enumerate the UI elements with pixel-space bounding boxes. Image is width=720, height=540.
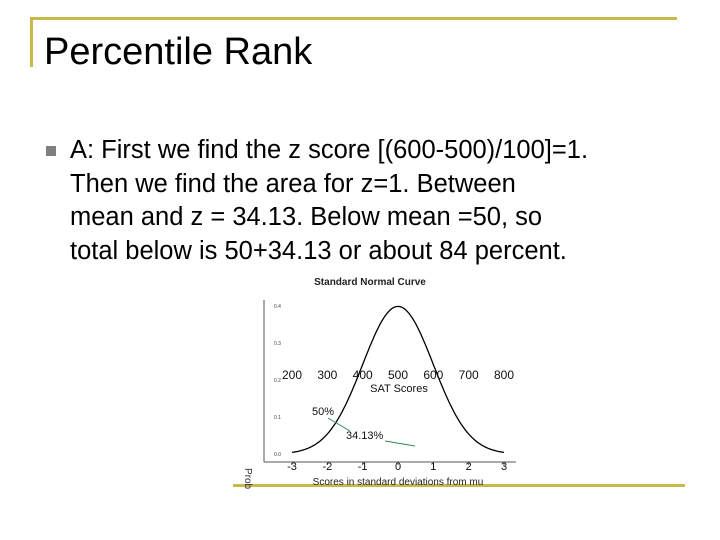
- x-tick-label: -2: [322, 461, 333, 473]
- x-tick-label: -3: [287, 461, 297, 473]
- sat-tick-label: 600: [423, 368, 444, 382]
- sat-tick-label: 300: [317, 368, 338, 382]
- x-tick-label: 3: [500, 461, 508, 473]
- y-tick-label: 0.0: [274, 452, 281, 458]
- standard-normal-chart: [232, 268, 532, 490]
- sat-tick-label: 500: [387, 368, 409, 382]
- annotation-34-13: 34.13%: [346, 430, 384, 442]
- frame-top-line: [30, 17, 677, 20]
- x-tick-label: 1: [430, 461, 437, 473]
- x-tick-label: 0: [394, 461, 402, 473]
- slide-title: Percentile Rank: [44, 31, 313, 73]
- y-tick-label: 0.1: [274, 415, 281, 421]
- y-tick-label: 0.2: [274, 378, 281, 384]
- sat-tick-label: 200: [281, 368, 303, 382]
- y-tick-label: 0.3: [274, 341, 281, 347]
- frame-left-line: [30, 17, 33, 67]
- annotation-arrow: [385, 441, 415, 446]
- sat-tick-label: 700: [458, 368, 479, 382]
- bullet-line: mean and z = 34.13. Below mean =50, so: [70, 203, 543, 231]
- x-tick-label: 2: [465, 461, 472, 473]
- bullet-line: total below is 50+34.13 or about 84 percent.: [70, 236, 567, 265]
- bullet-text: [70, 134, 700, 268]
- bullet-marker: [46, 146, 56, 156]
- sat-tick-label: 800: [493, 368, 515, 382]
- chart-title: Standard Normal Curve: [314, 277, 426, 288]
- bullet-line: A: First we find the z score [(600-500)/100]=1.: [70, 136, 589, 164]
- x-axis-label: Scores in standard deviations from mu: [312, 477, 484, 488]
- sat-axis-label: SAT Scores: [370, 383, 428, 395]
- x-tick-label: -1: [357, 461, 368, 473]
- annotation-50: 50%: [312, 406, 335, 418]
- bullet-line: Then we find the area for z=1. Between: [70, 169, 516, 198]
- y-axis-label: Prob: [242, 468, 253, 490]
- sat-tick-label: 400: [352, 368, 373, 382]
- y-tick-label: 0.4: [274, 304, 281, 310]
